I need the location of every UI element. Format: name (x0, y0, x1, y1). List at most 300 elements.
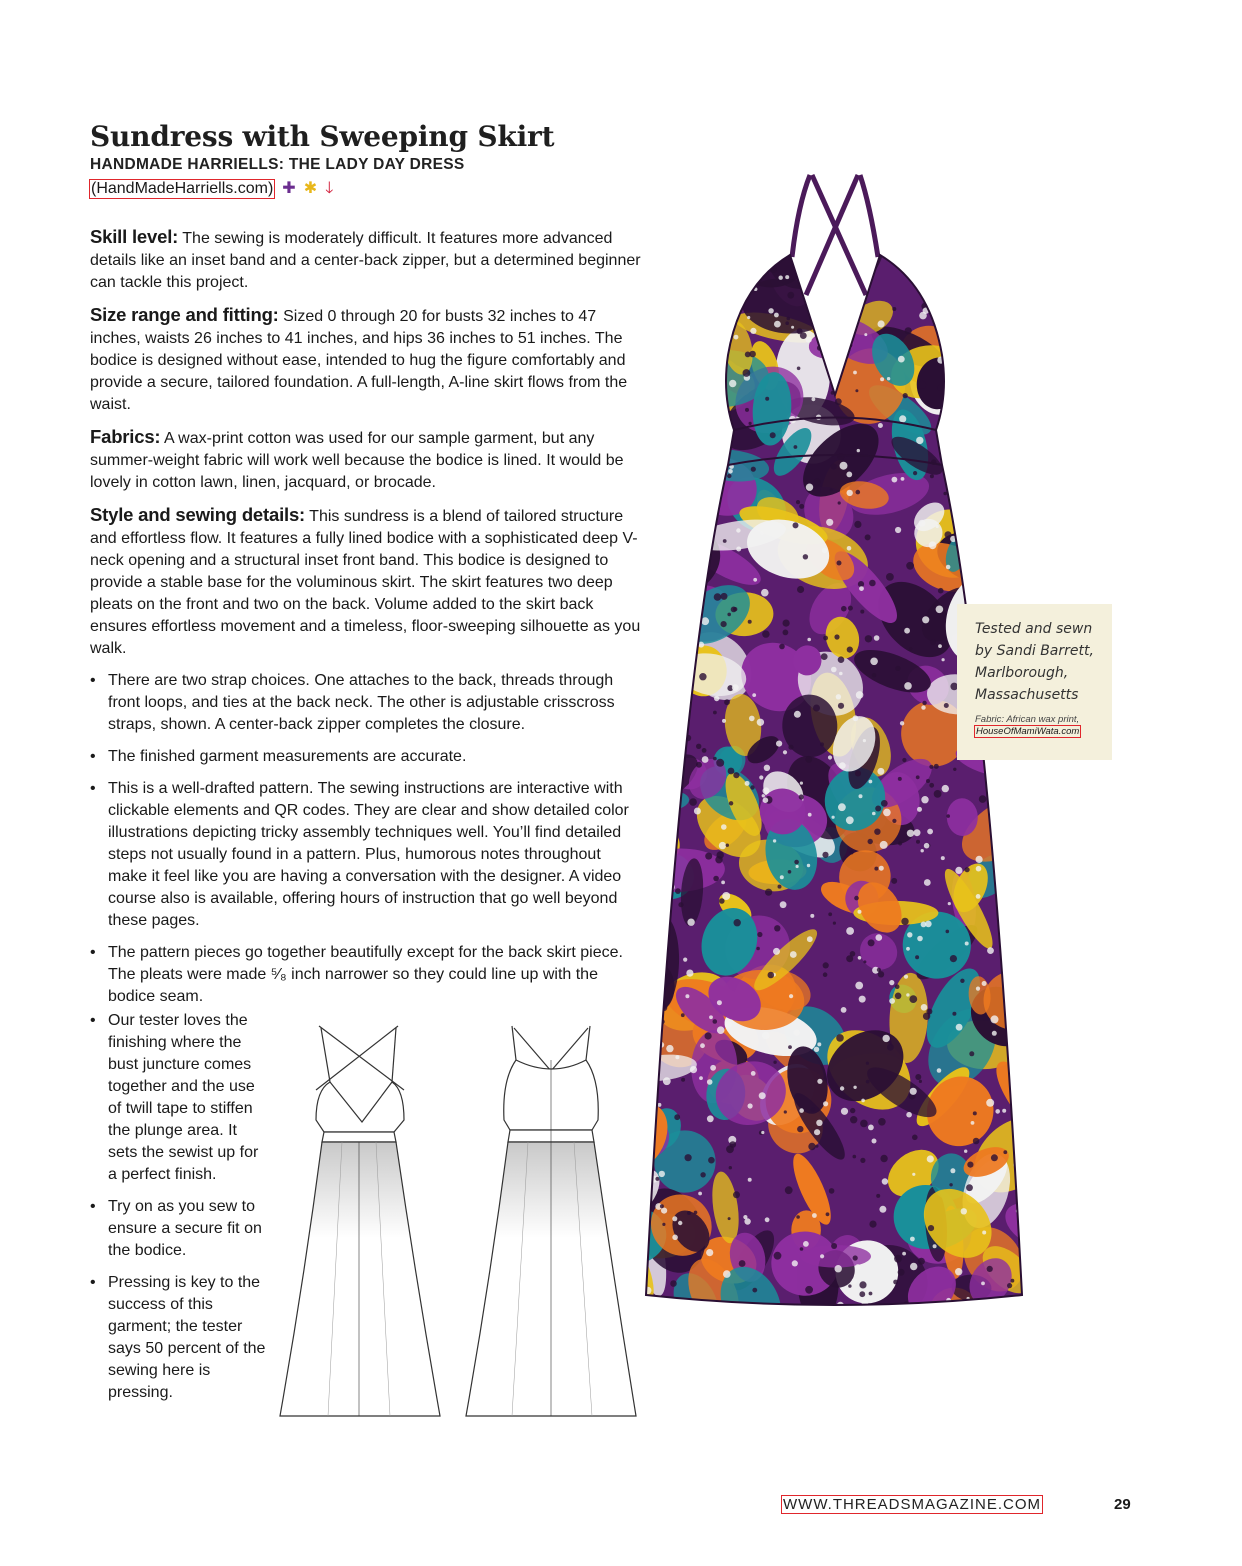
page-number: 29 (1114, 1496, 1131, 1513)
print-dot (906, 1112, 912, 1118)
print-dot (937, 1068, 942, 1073)
print-dot (743, 369, 751, 377)
print-dot (887, 377, 890, 380)
print-blob (652, 425, 706, 471)
print-dot (794, 711, 801, 718)
print-dot (942, 785, 949, 792)
print-dot (1013, 979, 1017, 983)
print-dot (655, 1177, 659, 1181)
print-dot (841, 1007, 847, 1013)
print-dot (838, 501, 841, 504)
list-item: • Pressing is key to the success of this garment; the tester says 50 percent of the sewing here is pressing. (90, 1272, 266, 1404)
print-dot (869, 1221, 876, 1228)
print-dot (635, 676, 639, 680)
print-dot (850, 1116, 857, 1123)
print-dot (924, 843, 930, 849)
list-item: • The finished garment measurements are accurate. (90, 746, 642, 768)
print-dot (641, 1029, 649, 1037)
print-dot (800, 268, 807, 275)
print-blob (658, 463, 696, 499)
skill-level-text: The sewing is moderately difficult. It features more advanced details like an inset band and a center-back zipper, but a determined beginner can tackle this project. (90, 230, 641, 291)
print-dot (676, 344, 683, 351)
print-dot (909, 647, 913, 651)
print-dot (835, 1265, 842, 1272)
print-dot (733, 772, 739, 778)
print-dot (765, 889, 772, 896)
print-dot (872, 673, 877, 678)
print-dot (812, 1213, 817, 1218)
print-dot (807, 936, 813, 942)
print-dot (723, 539, 727, 543)
print-dot (748, 1178, 752, 1182)
print-dot (841, 1108, 848, 1115)
print-dot (981, 528, 988, 535)
print-dot (934, 764, 939, 769)
print-dot (637, 252, 640, 255)
print-dot (1034, 1179, 1039, 1184)
print-dot (987, 1266, 993, 1272)
fabrics-text: A wax-print cotton was used for our sample garment, but any summer-weight fabric will work well because the bodice is lined. It would be lovely in cotton lawn, linen, jacquard, or brocade. (90, 430, 624, 491)
print-dot (792, 1260, 798, 1266)
print-dot (773, 243, 779, 249)
print-dot (820, 1254, 824, 1258)
print-dot (831, 464, 837, 470)
size-range-text: Sized 0 through 20 for busts 32 inches to 47 inches, waists 26 inches to 41 inches, and hips 36 inches to 51 inches. The bodice is designed without ease, intended to hug the figure comfortably and provide a secure, tailored foundation. A full-length, A-line skirt flows from the waist. (90, 308, 628, 413)
print-dot (921, 705, 925, 709)
print-dot (693, 254, 700, 261)
print-dot (923, 1013, 930, 1020)
print-dot (661, 1208, 667, 1214)
print-dot (840, 1086, 844, 1090)
print-dot (734, 335, 739, 340)
print-dot (927, 829, 933, 835)
print-dot (805, 1286, 813, 1294)
print-dot (745, 408, 749, 412)
print-dot (717, 851, 724, 858)
print-dot (893, 1280, 898, 1285)
print-dot (879, 866, 884, 871)
print-dot (732, 684, 739, 691)
print-dot (880, 377, 884, 381)
print-dot (710, 1065, 716, 1071)
size-range-label: Size range and fitting: (90, 304, 279, 325)
print-dot (768, 308, 773, 313)
print-dot (652, 816, 658, 822)
print-dot (826, 519, 833, 526)
print-dot (866, 1080, 870, 1084)
print-dot (636, 321, 639, 324)
print-blob (687, 267, 711, 303)
print-dot (976, 539, 980, 543)
print-dot (713, 757, 717, 761)
print-dot (713, 1019, 718, 1024)
print-dot (657, 715, 663, 721)
print-dot (794, 445, 798, 449)
print-dot (996, 407, 1002, 413)
print-blob (630, 596, 683, 674)
print-dot (702, 548, 710, 556)
print-dot (681, 1013, 685, 1017)
print-dot (854, 896, 859, 901)
fabric-source-link[interactable]: HouseOfMamiWata.com (976, 726, 1080, 737)
print-dot (768, 972, 775, 979)
print-dot (648, 871, 655, 878)
print-dot (651, 291, 657, 297)
print-dot (698, 1310, 704, 1315)
print-dot (675, 1055, 679, 1059)
print-blob (991, 220, 1040, 304)
print-blob (630, 404, 663, 478)
tester-caption-box (957, 604, 1112, 760)
print-dot (830, 488, 833, 491)
print-dot (780, 901, 787, 908)
print-dot (750, 328, 756, 334)
print-dot (848, 606, 853, 611)
print-dot (676, 543, 680, 547)
print-dot (747, 316, 750, 319)
designer-website-link[interactable]: (HandMadeHarriells.com) (91, 180, 274, 197)
print-dot (880, 841, 888, 849)
print-blob (976, 235, 1034, 295)
print-dot (828, 755, 832, 759)
print-dot (663, 372, 670, 379)
print-dot (709, 1015, 713, 1019)
print-dot (985, 427, 991, 433)
print-dot (773, 1061, 776, 1064)
print-dot (709, 522, 713, 526)
print-dot (707, 1079, 713, 1085)
print-dot (702, 756, 709, 763)
print-dot (647, 850, 652, 855)
print-dot (856, 691, 864, 699)
print-dot (838, 703, 844, 709)
print-dot (936, 606, 944, 614)
print-dot (817, 1042, 821, 1046)
print-dot (850, 1108, 855, 1113)
print-dot (966, 479, 972, 485)
print-dot (846, 816, 854, 824)
print-dot (976, 866, 982, 872)
print-dot (967, 549, 972, 554)
print-dot (869, 580, 876, 587)
print-dot (678, 1221, 682, 1225)
print-dot (952, 297, 956, 301)
print-dot (745, 781, 750, 786)
print-dot (652, 387, 659, 394)
print-dot (944, 703, 949, 708)
print-dot (999, 393, 1005, 399)
print-dot (826, 1212, 830, 1216)
print-dot (1023, 1170, 1029, 1176)
print-blob (989, 216, 1040, 290)
print-dot (970, 342, 974, 346)
print-dot (973, 1111, 977, 1115)
print-blob (644, 197, 753, 300)
print-dot (807, 638, 811, 642)
print-blob (640, 308, 701, 371)
print-dot (838, 656, 845, 663)
print-dot (863, 739, 866, 742)
print-blob (989, 212, 1018, 280)
print-dot (757, 719, 764, 726)
dress-straps (792, 175, 878, 295)
print-dot (860, 1120, 868, 1128)
print-dot (1016, 558, 1021, 563)
print-dot (661, 284, 668, 291)
print-dot (821, 653, 828, 660)
print-dot (915, 955, 919, 959)
print-dot (987, 947, 994, 954)
print-dot (836, 1034, 844, 1042)
print-dot (734, 919, 741, 926)
print-dot (654, 410, 660, 416)
print-dot (733, 1191, 740, 1198)
print-dot (785, 1186, 793, 1194)
print-dot (1032, 908, 1035, 911)
tester-credit: Tested and sewn by Sandi Barrett, Marlborough, Massachusetts (975, 621, 1094, 703)
print-dot (1005, 809, 1009, 813)
print-dot (838, 803, 846, 811)
print-dot (780, 875, 784, 879)
print-dot (774, 1252, 782, 1260)
print-dot (659, 1171, 665, 1177)
print-dot (694, 1211, 698, 1215)
print-blob (630, 403, 677, 477)
print-dot (1019, 379, 1023, 383)
print-dot (635, 519, 639, 523)
print-dot (643, 798, 651, 806)
print-dot (721, 881, 725, 885)
print-dot (788, 870, 792, 874)
print-dot (702, 291, 708, 297)
magazine-website-link[interactable]: WWW.THREADSMAGAZINE.COM (783, 1496, 1041, 1513)
print-dot (899, 415, 906, 422)
print-dot (636, 952, 642, 958)
print-blob (990, 494, 1040, 529)
list-item: • There are two strap choices. One attaches to the back, threads through front loops, and ties at the back neck. The other is adjustable crisscross straps, shown. A center-back zipper completes the closure. (90, 670, 642, 736)
print-dot (723, 1270, 731, 1278)
print-dot (990, 565, 996, 571)
print-dot (672, 1235, 678, 1241)
print-dot (967, 1162, 973, 1168)
print-dot (662, 745, 670, 753)
print-dot (759, 1092, 766, 1099)
print-dot (924, 879, 931, 886)
print-dot (922, 616, 929, 623)
print-dot (689, 798, 697, 806)
print-dot (787, 317, 791, 321)
print-dot (690, 1066, 697, 1073)
print-dot (910, 1237, 915, 1242)
print-dot (699, 1076, 703, 1080)
print-dot (1011, 1279, 1015, 1283)
print-dot (653, 1305, 659, 1311)
print-dot (926, 779, 930, 783)
print-dot (972, 512, 976, 516)
print-dot (700, 1172, 705, 1177)
print-dot (934, 790, 942, 798)
print-dot (921, 1004, 928, 1011)
print-dot (633, 1087, 637, 1091)
print-dot (808, 1143, 815, 1150)
print-blob (630, 656, 694, 756)
print-dot (852, 1278, 858, 1284)
print-dot (933, 1244, 937, 1248)
print-dot (716, 411, 720, 415)
print-dot (1014, 890, 1021, 897)
print-blob (630, 654, 690, 719)
print-dot (889, 998, 895, 1004)
print-blob (992, 391, 1040, 422)
print-dot (876, 934, 883, 941)
print-dot (799, 794, 804, 799)
print-dot (860, 1158, 865, 1163)
print-dot (954, 297, 957, 300)
print-dot (955, 1268, 962, 1275)
print-dot (714, 593, 722, 601)
print-dot (687, 919, 694, 926)
print-dot (643, 846, 647, 850)
print-dot (797, 1126, 803, 1132)
print-dot (750, 785, 754, 789)
print-dot (929, 765, 933, 769)
print-dot (784, 1110, 787, 1113)
print-dot (942, 658, 945, 661)
fabrics-paragraph (90, 426, 642, 494)
print-dot (946, 565, 951, 570)
print-dot (630, 1192, 636, 1199)
print-dot (902, 1252, 906, 1256)
print-dot (872, 812, 876, 816)
print-dot (807, 864, 810, 867)
print-dot (898, 356, 905, 363)
tester-notes (90, 1010, 266, 1414)
print-dot (1034, 842, 1039, 847)
print-dot (822, 852, 828, 858)
print-dot (981, 1282, 985, 1286)
print-dot (770, 432, 776, 438)
print-dot (1016, 1088, 1022, 1094)
print-dot (868, 839, 873, 844)
article-title: Sundress with Sweeping Skirt (90, 120, 555, 153)
print-dot (698, 1192, 702, 1196)
print-dot (649, 1298, 652, 1301)
print-dot (856, 490, 861, 495)
print-dot (752, 1288, 757, 1293)
print-dot (725, 1021, 732, 1028)
print-dot (630, 312, 634, 317)
print-dot (878, 320, 885, 327)
print-dot (1031, 810, 1037, 816)
print-dot (878, 1118, 886, 1126)
print-dot (833, 922, 836, 925)
print-dot (993, 569, 1000, 576)
print-dot (863, 960, 866, 963)
style-details-label: Style and sewing details: (90, 504, 306, 525)
print-dot (904, 628, 910, 634)
print-dot (681, 1078, 685, 1082)
print-dot (854, 521, 861, 528)
print-dot (655, 1048, 658, 1051)
print-dot (803, 554, 808, 559)
print-dot (898, 777, 902, 781)
print-dot (917, 936, 923, 942)
print-dot (823, 962, 829, 968)
print-dot (729, 380, 736, 387)
fabrics-label: Fabrics: (90, 426, 161, 447)
print-dot (726, 844, 729, 847)
print-dot (869, 1292, 873, 1296)
print-dot (684, 532, 691, 539)
print-dot (693, 337, 701, 345)
print-dot (881, 800, 888, 807)
print-dot (865, 534, 871, 540)
print-dot (721, 621, 727, 627)
print-dot (864, 333, 867, 336)
print-dot (816, 1120, 822, 1126)
print-dot (904, 682, 912, 690)
print-dot (906, 993, 909, 996)
print-dot (929, 541, 937, 549)
print-dot (979, 394, 986, 401)
print-dot (834, 634, 839, 639)
print-dot (759, 775, 763, 779)
print-dot (686, 970, 693, 977)
print-dot (993, 504, 999, 510)
print-dot (844, 1312, 849, 1316)
print-dot (808, 813, 812, 817)
print-dot (721, 824, 727, 830)
print-dot (834, 312, 838, 316)
print-dot (855, 770, 861, 776)
print-dot (793, 522, 799, 528)
print-dot (657, 872, 662, 877)
print-dot (901, 477, 905, 481)
print-dot (857, 449, 860, 452)
print-dot (978, 353, 986, 361)
print-dot (832, 816, 835, 819)
print-dot (892, 307, 896, 311)
print-dot (961, 1208, 967, 1214)
print-dot (853, 1086, 856, 1089)
print-dot (814, 478, 821, 485)
print-blob (638, 344, 684, 380)
print-dot (675, 888, 681, 894)
print-dot (901, 918, 908, 925)
print-dot (729, 1166, 732, 1169)
print-dot (950, 371, 955, 376)
print-dot (813, 705, 820, 712)
print-dot (706, 1249, 713, 1256)
list-item: • Our tester loves the finishing where the bust juncture comes together and the use of twill tape to stiffen the plunge area. It sets the sewist up for a perfect finish. (90, 1010, 266, 1186)
print-dot (719, 842, 726, 849)
print-dot (832, 340, 836, 344)
print-dot (765, 397, 769, 401)
print-dot (640, 685, 643, 688)
print-dot (956, 1024, 963, 1031)
print-dot (630, 1163, 637, 1171)
print-dot (882, 1178, 888, 1184)
print-dot (860, 610, 864, 614)
print-dot (779, 644, 785, 650)
print-dot (639, 726, 643, 730)
print-dot (633, 1187, 638, 1192)
print-dot (839, 672, 843, 676)
print-dot (1009, 1024, 1015, 1030)
print-dot (906, 562, 914, 570)
print-dot (823, 350, 828, 355)
print-dot (919, 1080, 922, 1083)
